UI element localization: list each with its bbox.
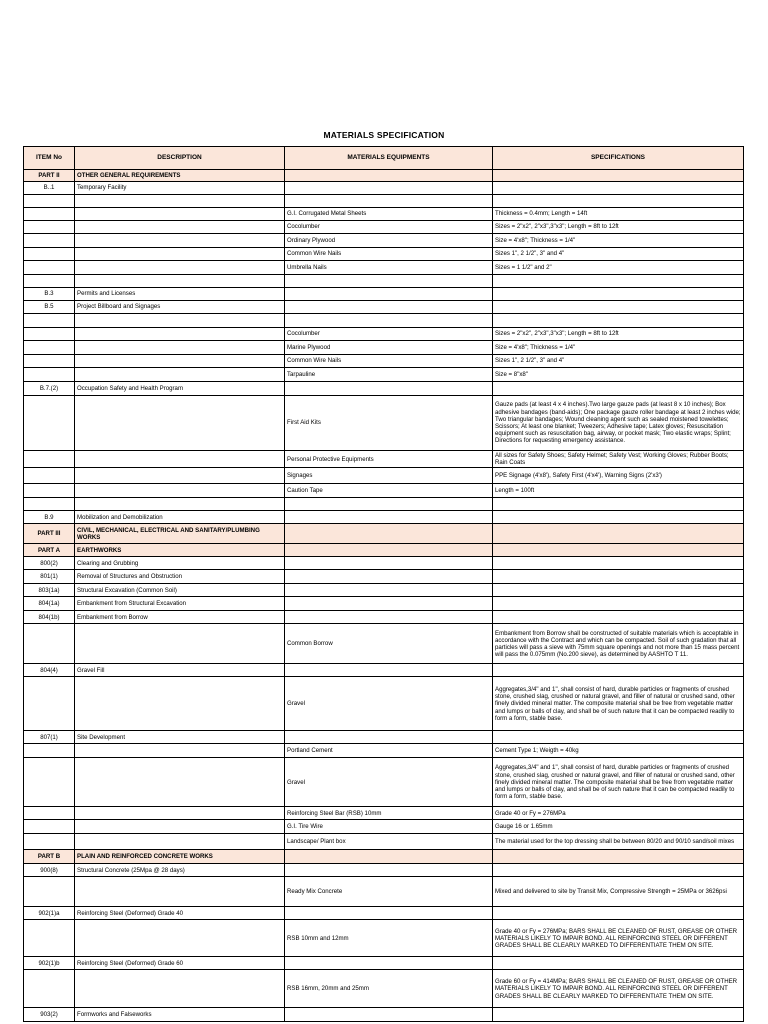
table-body bbox=[24, 170, 744, 1022]
table-row bbox=[24, 498, 744, 511]
cell-description bbox=[75, 221, 285, 234]
cell-description bbox=[75, 807, 285, 820]
table-row bbox=[24, 597, 744, 611]
cell-item-no bbox=[24, 355, 75, 368]
cell-specification bbox=[493, 170, 744, 182]
cell-specification: Size = 8"x8" bbox=[493, 368, 744, 382]
cell-item-no: B.7.(2) bbox=[24, 382, 75, 396]
cell-item-no bbox=[24, 877, 75, 907]
cell-item-no bbox=[24, 498, 75, 511]
cell-material bbox=[285, 957, 493, 970]
cell-specification: Sizes = 1 1/2" and 2" bbox=[493, 261, 744, 275]
cell-item-no: 804(1a) bbox=[24, 597, 75, 611]
cell-description bbox=[75, 314, 285, 328]
cell-item-no: 801(1) bbox=[24, 570, 75, 584]
table-row bbox=[24, 907, 744, 920]
cell-item-no bbox=[24, 328, 75, 341]
cell-item-no bbox=[24, 807, 75, 820]
cell-material: G.I. Tire Wire bbox=[285, 820, 493, 834]
cell-description bbox=[75, 468, 285, 484]
cell-description bbox=[75, 877, 285, 907]
cell-item-no: PART B bbox=[24, 850, 75, 864]
table-row bbox=[24, 1008, 744, 1022]
cell-material: Gravel bbox=[285, 758, 493, 807]
cell-item-no bbox=[24, 758, 75, 807]
cell-specification bbox=[493, 584, 744, 597]
cell-description bbox=[75, 341, 285, 355]
header-description: DESCRIPTION bbox=[75, 147, 285, 170]
cell-specification: PPE Signage (4'x8'), Safety First (4'x4'), Warning Signs (2'x3') bbox=[493, 468, 744, 484]
cell-description bbox=[75, 208, 285, 221]
table-row bbox=[24, 834, 744, 850]
cell-material bbox=[285, 498, 493, 511]
cell-specification bbox=[493, 611, 744, 624]
table-row bbox=[24, 261, 744, 275]
cell-description: Embankment from Structural Excavation bbox=[75, 597, 285, 611]
cell-material: Gravel bbox=[285, 677, 493, 731]
cell-item-no: 800(2) bbox=[24, 557, 75, 570]
cell-specification bbox=[493, 314, 744, 328]
cell-item-no: 902(1)a bbox=[24, 907, 75, 920]
table-row bbox=[24, 451, 744, 468]
cell-specification bbox=[493, 664, 744, 677]
cell-specification bbox=[493, 557, 744, 570]
table-row bbox=[24, 677, 744, 731]
cell-material bbox=[285, 731, 493, 744]
cell-material: Common Borrow bbox=[285, 624, 493, 664]
cell-specification bbox=[493, 544, 744, 557]
materials-spec-table bbox=[23, 146, 744, 1022]
table-row bbox=[24, 468, 744, 484]
cell-description bbox=[75, 758, 285, 807]
cell-description: CIVIL, MECHANICAL, ELECTRICAL AND SANITARY/PLUMBING WORKS bbox=[75, 524, 285, 544]
cell-description: Gravel Fill bbox=[75, 664, 285, 677]
cell-item-no bbox=[24, 275, 75, 288]
cell-specification: Grade 40 or Fy = 276MPa bbox=[493, 807, 744, 820]
cell-description bbox=[75, 820, 285, 834]
cell-item-no bbox=[24, 341, 75, 355]
cell-description: Permits and Licenses bbox=[75, 288, 285, 301]
cell-description bbox=[75, 498, 285, 511]
cell-description bbox=[75, 744, 285, 758]
cell-description bbox=[75, 484, 285, 498]
cell-material: Ordinary Plywood bbox=[285, 234, 493, 248]
cell-material: Landscape/ Plant box bbox=[285, 834, 493, 850]
cell-material: Marine Plywood bbox=[285, 341, 493, 355]
cell-specification: Grade 60 or Fy = 414MPa; BARS SHALL BE CLEANED OF RUST, GREASE OR OTHER MATERIALS LIKELY TO IMPAIR BOND. ALL REINFORCING STEEL OR DIFFERENT GRADES SHALL BE CLEARLY MARKED TO DIFFERENTIATE THEM ON SITE. bbox=[493, 970, 744, 1008]
cell-item-no bbox=[24, 208, 75, 221]
cell-description: Clearing and Grubbing bbox=[75, 557, 285, 570]
cell-item-no: B.5 bbox=[24, 301, 75, 314]
cell-specification bbox=[493, 1008, 744, 1022]
cell-item-no bbox=[24, 920, 75, 957]
cell-specification bbox=[493, 511, 744, 524]
cell-material bbox=[285, 597, 493, 611]
header-specifications: SPECIFICATIONS bbox=[493, 147, 744, 170]
cell-material bbox=[285, 511, 493, 524]
cell-material bbox=[285, 1008, 493, 1022]
cell-item-no bbox=[24, 624, 75, 664]
cell-item-no: 903(2) bbox=[24, 1008, 75, 1022]
cell-specification: Sizes 1", 2 1/2", 3" and 4" bbox=[493, 248, 744, 261]
cell-description bbox=[75, 834, 285, 850]
cell-material bbox=[285, 275, 493, 288]
cell-material bbox=[285, 182, 493, 195]
cell-specification bbox=[493, 301, 744, 314]
cell-description bbox=[75, 368, 285, 382]
table-row bbox=[24, 275, 744, 288]
cell-material: First Aid Kits bbox=[285, 396, 493, 451]
cell-specification bbox=[493, 907, 744, 920]
cell-description bbox=[75, 355, 285, 368]
table-row bbox=[24, 511, 744, 524]
cell-material: Cocolumber bbox=[285, 221, 493, 234]
table-row bbox=[24, 234, 744, 248]
table-row bbox=[24, 484, 744, 498]
cell-specification bbox=[493, 524, 744, 544]
section-row bbox=[24, 850, 744, 864]
table-row bbox=[24, 341, 744, 355]
header-item-no: ITEM No bbox=[24, 147, 75, 170]
cell-specification: Aggregates,3/4" and 1", shall consist of hard, durable particles or fragments of crushed stone, crushed slag, crushed or natural gravel, and filler of natural or crushed sand, other finely divided mineral matter. The composite material shall be free from vegetable matter and lumps or balls of clay, and shall be of such nature that it can be compacted readily to form a form, stable base. bbox=[493, 758, 744, 807]
cell-material: Portland Cement bbox=[285, 744, 493, 758]
table-row bbox=[24, 611, 744, 624]
cell-specification bbox=[493, 957, 744, 970]
cell-specification: Gauze pads (at least 4 x 4 inches).Two large gauze pads (at least 8 x 10 inches); Box adhesive bandages (band-aids); One package gauze roller bandage at least 2 inches wide; Two triangular bandages; Wound cleaning agent such as sealed moistened towelettes; Scissors; At least one blanket; Tweezers; Adhesive tape; Latex gloves; Resuscitation equipment such as resuscitation bag, airway, or pocket mask; Two elastic wraps; Splint; Directions for requesting emergency assistance. bbox=[493, 396, 744, 451]
table-row bbox=[24, 368, 744, 382]
cell-description: Site Development bbox=[75, 731, 285, 744]
cell-item-no: 803(1a) bbox=[24, 584, 75, 597]
cell-item-no: PART II bbox=[24, 170, 75, 182]
cell-specification: Sizes = 2"x2", 2"x3",3"x3"; Length = 8ft to 12ft bbox=[493, 328, 744, 341]
table-row bbox=[24, 970, 744, 1008]
table-header bbox=[24, 147, 744, 170]
cell-description bbox=[75, 261, 285, 275]
cell-material bbox=[285, 907, 493, 920]
section-row bbox=[24, 170, 744, 182]
section-row bbox=[24, 524, 744, 544]
cell-material: RSB 10mm and 12mm bbox=[285, 920, 493, 957]
cell-material: Tarpauline bbox=[285, 368, 493, 382]
cell-material bbox=[285, 570, 493, 584]
cell-description: Occupation Safety and Health Program bbox=[75, 382, 285, 396]
cell-material: Signages bbox=[285, 468, 493, 484]
cell-description bbox=[75, 195, 285, 208]
section-row bbox=[24, 544, 744, 557]
cell-description: Embankment from Borrow bbox=[75, 611, 285, 624]
cell-specification: Thickness = 0.4mm; Length = 14ft bbox=[493, 208, 744, 221]
cell-item-no: B.9 bbox=[24, 511, 75, 524]
cell-material: Personal Protective Equipments bbox=[285, 451, 493, 468]
table-row bbox=[24, 920, 744, 957]
cell-item-no bbox=[24, 396, 75, 451]
table-row bbox=[24, 355, 744, 368]
cell-description: Structural Concrete (25Mpa @ 28 days) bbox=[75, 864, 285, 877]
table-row bbox=[24, 877, 744, 907]
cell-item-no bbox=[24, 484, 75, 498]
table-row bbox=[24, 182, 744, 195]
table-row bbox=[24, 864, 744, 877]
cell-item-no bbox=[24, 834, 75, 850]
cell-description: Formworks and Falseworks bbox=[75, 1008, 285, 1022]
cell-material: Ready Mix Concrete bbox=[285, 877, 493, 907]
cell-material: Reinforcing Steel Bar (RSB) 10mm bbox=[285, 807, 493, 820]
cell-description bbox=[75, 328, 285, 341]
table-row bbox=[24, 744, 744, 758]
cell-item-no: 804(4) bbox=[24, 664, 75, 677]
cell-specification bbox=[493, 498, 744, 511]
cell-description bbox=[75, 624, 285, 664]
cell-material bbox=[285, 524, 493, 544]
cell-description bbox=[75, 920, 285, 957]
table-row bbox=[24, 248, 744, 261]
cell-specification: Aggregates,3/4" and 1", shall consist of hard, durable particles or fragments of crushed stone, crushed slag, crushed or natural gravel, and filler of natural or crushed sand, other finely divided mineral matter. The composite material shall be free from vegetable matter and lumps or balls of clay, and shall be of such nature that it can be compacted readily to form a form, stable base. bbox=[493, 677, 744, 731]
cell-description bbox=[75, 970, 285, 1008]
cell-material: G.I. Corrugated Metal Sheets bbox=[285, 208, 493, 221]
cell-material bbox=[285, 864, 493, 877]
cell-material bbox=[285, 850, 493, 864]
table-row bbox=[24, 328, 744, 341]
table-row bbox=[24, 288, 744, 301]
cell-description: Mobilization and Demobilization bbox=[75, 511, 285, 524]
cell-description: Reinforcing Steel (Deformed) Grade 60 bbox=[75, 957, 285, 970]
cell-description: EARTHWORKS bbox=[75, 544, 285, 557]
cell-specification: Gauge 16 or 1.65mm bbox=[493, 820, 744, 834]
cell-specification: Embankment from Borrow shall be constructed of suitable materials which is acceptable in accordance with the Contract and which can be compacted. Soil of such gradation that all particles will pass a sieve with 75mm square openings and not more than 15 mass percent will pass the 0.075mm (No.200 sieve), as determined by AASHTO T 11. bbox=[493, 624, 744, 664]
cell-material: Umbrella Nails bbox=[285, 261, 493, 275]
cell-specification: Size = 4'x8"; Thickness = 1/4" bbox=[493, 234, 744, 248]
cell-item-no bbox=[24, 195, 75, 208]
table-row bbox=[24, 208, 744, 221]
table-row bbox=[24, 301, 744, 314]
cell-material bbox=[285, 301, 493, 314]
cell-item-no bbox=[24, 970, 75, 1008]
cell-specification bbox=[493, 864, 744, 877]
cell-description bbox=[75, 234, 285, 248]
cell-material bbox=[285, 557, 493, 570]
cell-material bbox=[285, 170, 493, 182]
cell-specification bbox=[493, 195, 744, 208]
cell-description: Structural Excavation (Common Soil) bbox=[75, 584, 285, 597]
cell-description: Removal of Structures and Obstruction bbox=[75, 570, 285, 584]
cell-item-no bbox=[24, 451, 75, 468]
table-row bbox=[24, 382, 744, 396]
table-row bbox=[24, 221, 744, 234]
table-row bbox=[24, 758, 744, 807]
table-row bbox=[24, 396, 744, 451]
cell-description bbox=[75, 451, 285, 468]
cell-material bbox=[285, 664, 493, 677]
cell-material bbox=[285, 195, 493, 208]
cell-material bbox=[285, 288, 493, 301]
cell-item-no: 900(8) bbox=[24, 864, 75, 877]
table-row bbox=[24, 957, 744, 970]
table-row bbox=[24, 807, 744, 820]
cell-specification bbox=[493, 275, 744, 288]
cell-item-no bbox=[24, 744, 75, 758]
cell-description: Temporary Facility bbox=[75, 182, 285, 195]
cell-description: OTHER GENERAL REQUIREMENTS bbox=[75, 170, 285, 182]
cell-item-no bbox=[24, 248, 75, 261]
table-row bbox=[24, 820, 744, 834]
table-row bbox=[24, 584, 744, 597]
cell-item-no: PART III bbox=[24, 524, 75, 544]
table-row bbox=[24, 195, 744, 208]
cell-specification: Sizes 1", 2 1/2", 3" and 4" bbox=[493, 355, 744, 368]
cell-description bbox=[75, 677, 285, 731]
cell-item-no bbox=[24, 677, 75, 731]
cell-material bbox=[285, 544, 493, 557]
cell-specification: Sizes = 2"x2", 2"x3",3"x3"; Length = 8ft to 12ft bbox=[493, 221, 744, 234]
cell-item-no: B.3 bbox=[24, 288, 75, 301]
cell-material: Cocolumber bbox=[285, 328, 493, 341]
cell-specification bbox=[493, 182, 744, 195]
cell-item-no: B..1 bbox=[24, 182, 75, 195]
cell-specification: Grade 40 or Fy = 276MPa; BARS SHALL BE CLEANED OF RUST, GREASE OR OTHER MATERIALS LIKELY TO IMPAIR BOND. ALL REINFORCING STEEL OR DIFFERENT GRADES SHALL BE CLEARLY MARKED TO DIFFERENTIATE THEM ON SITE. bbox=[493, 920, 744, 957]
cell-description: Project Billboard and Signages bbox=[75, 301, 285, 314]
table-row bbox=[24, 570, 744, 584]
page-title: MATERIALS SPECIFICATION bbox=[323, 130, 445, 140]
header-materials-equipments: MATERIALS EQUIPMENTS bbox=[285, 147, 493, 170]
cell-item-no bbox=[24, 261, 75, 275]
cell-specification bbox=[493, 597, 744, 611]
cell-material: Common Wire Nails bbox=[285, 248, 493, 261]
cell-specification: Cement Type 1; Weigth = 40kg bbox=[493, 744, 744, 758]
cell-item-no bbox=[24, 368, 75, 382]
table-row bbox=[24, 557, 744, 570]
cell-material bbox=[285, 314, 493, 328]
cell-specification: Size = 4'x8"; Thickness = 1/4" bbox=[493, 341, 744, 355]
table-row bbox=[24, 624, 744, 664]
cell-item-no bbox=[24, 314, 75, 328]
cell-specification bbox=[493, 570, 744, 584]
cell-specification: The material used for the top dressing shall be between 80/20 and 90/10 sand/soil mixes bbox=[493, 834, 744, 850]
cell-description: PLAIN AND REINFORCED CONCRETE WORKS bbox=[75, 850, 285, 864]
cell-specification: Length = 100ft bbox=[493, 484, 744, 498]
cell-material: Common Wire Nails bbox=[285, 355, 493, 368]
cell-item-no bbox=[24, 468, 75, 484]
cell-specification bbox=[493, 382, 744, 396]
cell-description bbox=[75, 275, 285, 288]
cell-item-no: 804(1b) bbox=[24, 611, 75, 624]
table-row bbox=[24, 731, 744, 744]
cell-item-no bbox=[24, 221, 75, 234]
cell-specification bbox=[493, 288, 744, 301]
cell-specification bbox=[493, 731, 744, 744]
cell-item-no: 902(1)b bbox=[24, 957, 75, 970]
cell-item-no bbox=[24, 820, 75, 834]
table-row bbox=[24, 664, 744, 677]
cell-specification bbox=[493, 850, 744, 864]
cell-item-no: 807(1) bbox=[24, 731, 75, 744]
cell-description bbox=[75, 248, 285, 261]
cell-description: Reinforcing Steel (Deformed) Grade 40 bbox=[75, 907, 285, 920]
cell-material: RSB 16mm, 20mm and 25mm bbox=[285, 970, 493, 1008]
cell-material: Caution Tape bbox=[285, 484, 493, 498]
table-row bbox=[24, 314, 744, 328]
cell-description bbox=[75, 396, 285, 451]
cell-specification: Mixed and delivered to site by Transit Mix, Compressive Strength = 25MPa or 3626psi bbox=[493, 877, 744, 907]
cell-material bbox=[285, 382, 493, 396]
cell-material bbox=[285, 611, 493, 624]
cell-specification: All sizes for Safety Shoes; Safety Helmet; Safety Vest; Working Gloves; Rubber Boots; Rain Coats bbox=[493, 451, 744, 468]
cell-item-no: PART A bbox=[24, 544, 75, 557]
cell-material bbox=[285, 584, 493, 597]
cell-item-no bbox=[24, 234, 75, 248]
